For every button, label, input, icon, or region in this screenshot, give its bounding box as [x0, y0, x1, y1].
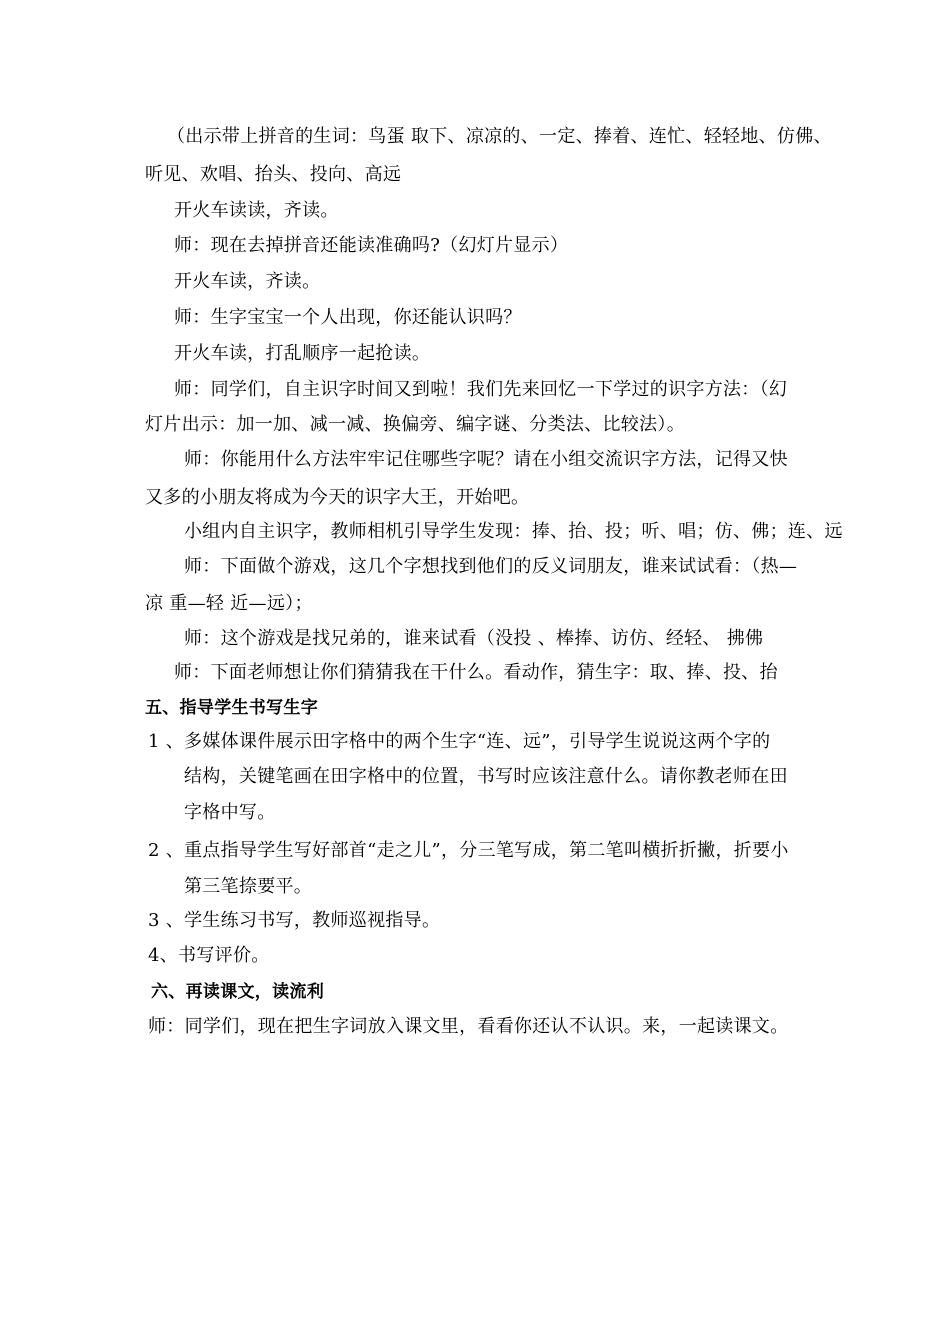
text-line: 师：同学们，现在把生字词放入课文里，看看你还认不认识。来，一起读课文。	[148, 1016, 789, 1037]
text-line: 师：这个游戏是找兄弟的，谁来试看（没投 、棒捧、访仿、经轻、 拂佛	[184, 628, 764, 649]
text-line: 灯片出示：加一加、减一减、换偏旁、编字谜、分类法、比较法）。	[145, 414, 685, 435]
text-line: 开火车读，打乱顺序一起抢读。	[174, 343, 431, 364]
text-line: 师：下面做个游戏，这几个字想找到他们的反义词朋友，谁来试试看：（热—	[184, 556, 798, 577]
text-line: 字格中写。	[184, 802, 276, 823]
text-line: 凉 重—轻 近—远）；	[145, 593, 313, 614]
text-line: 师：下面老师想让你们猜猜我在干什么。看动作，猜生字：取、捧、投、抬	[174, 662, 778, 683]
text-line: 师：现在去掉拼音还能读准确吗?（幻灯片显示）	[174, 235, 569, 256]
text-line: 师：同学们，自主识字时间又到啦！我们先来回忆一下学过的识字方法：（幻	[174, 379, 788, 400]
text-line: 结构，关键笔画在田字格中的位置，书写时应该注意什么。请你教老师在田	[184, 766, 788, 787]
list-item: 2 、重点指导学生写好部首“走之儿”，分三笔写成，第二笔叫横折折撇，折要小	[148, 840, 789, 861]
text-line: 师：生字宝宝一个人出现，你还能认识吗？	[174, 307, 522, 328]
text-line: 听见、欢唱、抬头、投向、高远	[145, 164, 402, 185]
list-item: 1 、多媒体课件展示田字格中的两个生字“连、远”，引导学生说说这两个字的	[148, 731, 771, 752]
section-heading: 六、再读课文，读流利	[151, 982, 324, 1002]
text-line: 师：你能用什么方法牢牢记住哪些字呢？请在小组交流识字方法，记得又快	[184, 449, 788, 470]
text-line: 第三笔捺要平。	[184, 876, 313, 897]
list-item: 3 、学生练习书写，教师巡视指导。	[148, 910, 441, 931]
text-line: 小组内自主识字，教师相机引导学生发现：捧、抬、投；听、唱；仿、佛；连、远	[184, 521, 843, 542]
text-line: 开火车读，齐读。	[174, 271, 321, 292]
list-item: 4、书写评价。	[148, 945, 270, 966]
text-line: 开火车读读，齐读。	[174, 200, 339, 221]
section-heading: 五、指导学生书写生字	[145, 698, 318, 718]
text-line: 又多的小朋友将成为今天的识字大王，开始吧。	[145, 487, 530, 508]
text-line: （出示带上拼音的生词：鸟蛋 取下、凉凉的、一定、捧着、连忙、轻轻地、仿佛、	[167, 126, 832, 147]
